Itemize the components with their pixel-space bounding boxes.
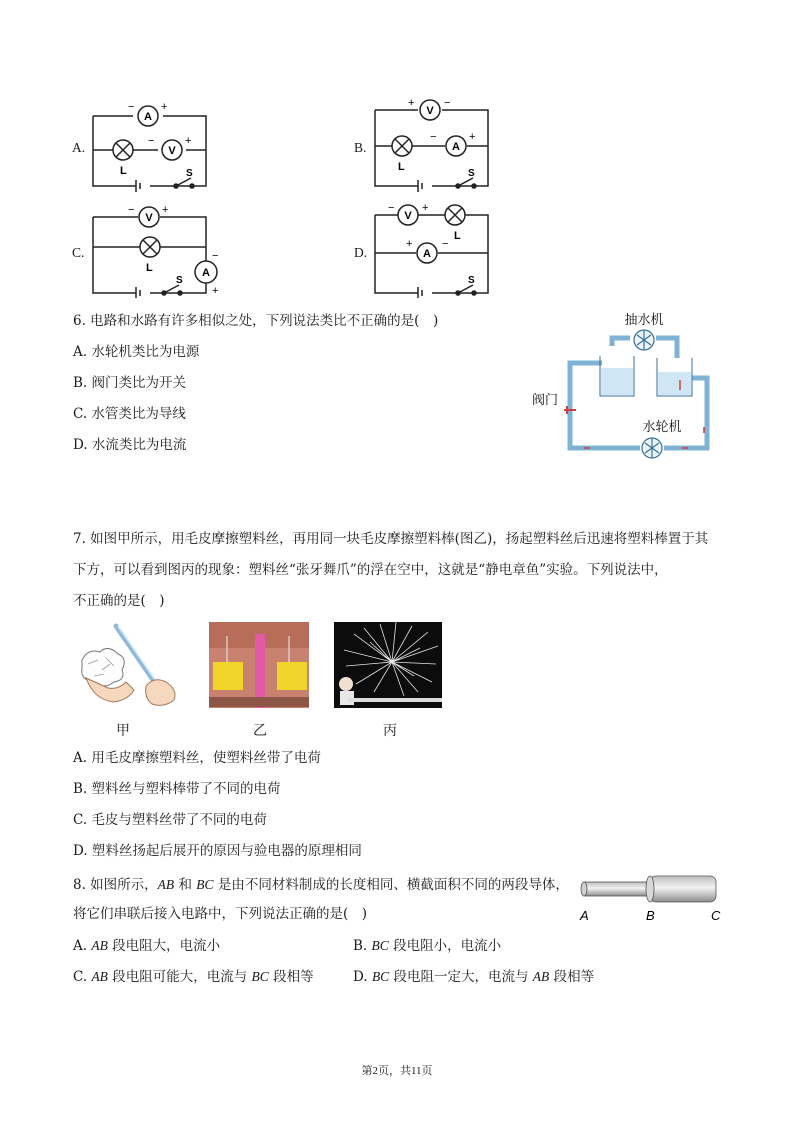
q7-option-b: B. 塑料丝与塑料棒带了不同的电荷 [73,781,281,797]
q5-option-d [352,203,502,298]
svg-text:−: − [128,204,135,216]
q7-figure-jia [74,620,184,710]
circuit-diagram-b [370,98,495,193]
svg-text:−: − [430,131,437,143]
q7-stem-line3: 不正确的是( ) [73,593,165,609]
svg-text:L: L [146,262,153,274]
q8-stem-post: 是由不同材料制成的长度相同、横截面积不同的两段导体， [213,877,569,893]
circuit-diagram-d [370,203,495,298]
q5-option-c [70,203,230,298]
svg-text:+: + [422,203,429,214]
svg-text:S: S [186,168,193,179]
svg-text:L: L [398,161,405,173]
q7-figure-yi [209,622,309,708]
option-label: D. [354,245,368,260]
q8-stem-line1 [73,876,569,894]
svg-text:−: − [148,135,155,147]
svg-text:V: V [145,212,153,224]
water-circuit-figure [532,308,732,466]
svg-text:水轮机: 水轮机 [642,419,682,434]
svg-text:L: L [454,230,461,242]
q6-option-c: C. 水管类比为导线 [73,406,186,422]
svg-text:A: A [452,141,460,153]
q6-stem: 6. 电路和水路有许多相似之处，下列说法类比不正确的是( ) [73,313,439,329]
svg-text:L: L [120,165,127,177]
svg-text:+: + [408,98,415,109]
svg-text:−: − [444,98,451,109]
svg-text:−: − [388,203,395,214]
q8-stem-and: 和 [174,877,197,893]
svg-text:A: A [202,267,210,279]
q8-option-a: A. AB 段电阻大，电流小 [73,938,221,954]
svg-text:+: + [469,131,476,143]
svg-text:A: A [580,908,589,923]
svg-text:S: S [468,168,475,179]
svg-text:C: C [711,908,721,923]
circuit-diagram-a [88,98,213,193]
q7-option-c: C. 毛皮与塑料丝带了不同的电荷 [73,812,267,828]
svg-text:V: V [168,145,176,157]
svg-text:+: + [162,204,169,216]
svg-text:+: + [212,285,219,297]
caption-yi: 乙 [253,723,267,739]
svg-text:+: + [185,135,192,147]
option-label: A. [72,140,86,155]
svg-text:−: − [212,250,219,262]
option-label: B. [354,140,367,155]
q7-option-d: D. 塑料丝扬起后展开的原因与验电器的原理相同 [73,843,362,859]
caption-bing: 丙 [383,723,397,739]
caption-jia: 甲 [116,723,130,739]
q8-stem-pre: 8. 如图所示， [73,877,158,893]
q8-option-d: D. BC 段电阻一定大，电流与 AB 段相等 [353,969,595,985]
conductor-figure [574,870,724,926]
svg-text:−: − [128,101,135,113]
q6-option-a: A. 水轮机类比为电源 [73,344,200,360]
var-bc: BC [196,877,214,892]
svg-text:+: + [161,101,168,113]
q8-option-b: B. BC 段电阻小，电流小 [353,938,502,954]
q6-option-b: B. 阀门类比为开关 [73,375,187,391]
option-label: C. [72,245,85,260]
q8-option-c: C. AB 段电阻可能大，电流与 BC 段相等 [73,969,314,985]
svg-text:S: S [176,275,183,286]
svg-text:V: V [426,105,434,117]
q7-figure-bing [334,622,442,708]
q8-stem-line2: 将它们串联后接入电路中，下列说法正确的是( ) [73,906,368,922]
svg-text:B: B [646,908,655,923]
page-footer: 第2页，共11页 [361,1065,433,1077]
svg-text:A: A [423,248,431,260]
circuit-diagram-c [88,203,228,298]
svg-text:抽水机: 抽水机 [624,312,664,327]
q7-option-a: A. 用毛皮摩擦塑料丝，使塑料丝带了电荷 [73,750,321,766]
svg-text:V: V [404,210,412,222]
var-ab: AB [157,877,175,892]
q5-option-b [352,98,502,193]
q5-option-a [70,98,220,193]
svg-text:S: S [468,275,475,286]
q7-stem-line2: 下方，可以看到图丙的现象：塑料丝“张牙舞爪”的浮在空中，这就是“静电章鱼”实验。下列说法中， [73,562,668,578]
q7-stem-line1: 7. 如图甲所示，用毛皮摩擦塑料丝，再用同一块毛皮摩擦塑料棒(图乙)，扬起塑料丝后迅速将塑料棒置于其 [73,531,709,547]
svg-text:+: + [406,238,413,250]
svg-text:阀门: 阀门 [532,392,559,407]
svg-text:A: A [144,111,152,123]
svg-text:−: − [442,238,449,250]
q6-option-d: D. 水流类比为电流 [73,437,187,453]
